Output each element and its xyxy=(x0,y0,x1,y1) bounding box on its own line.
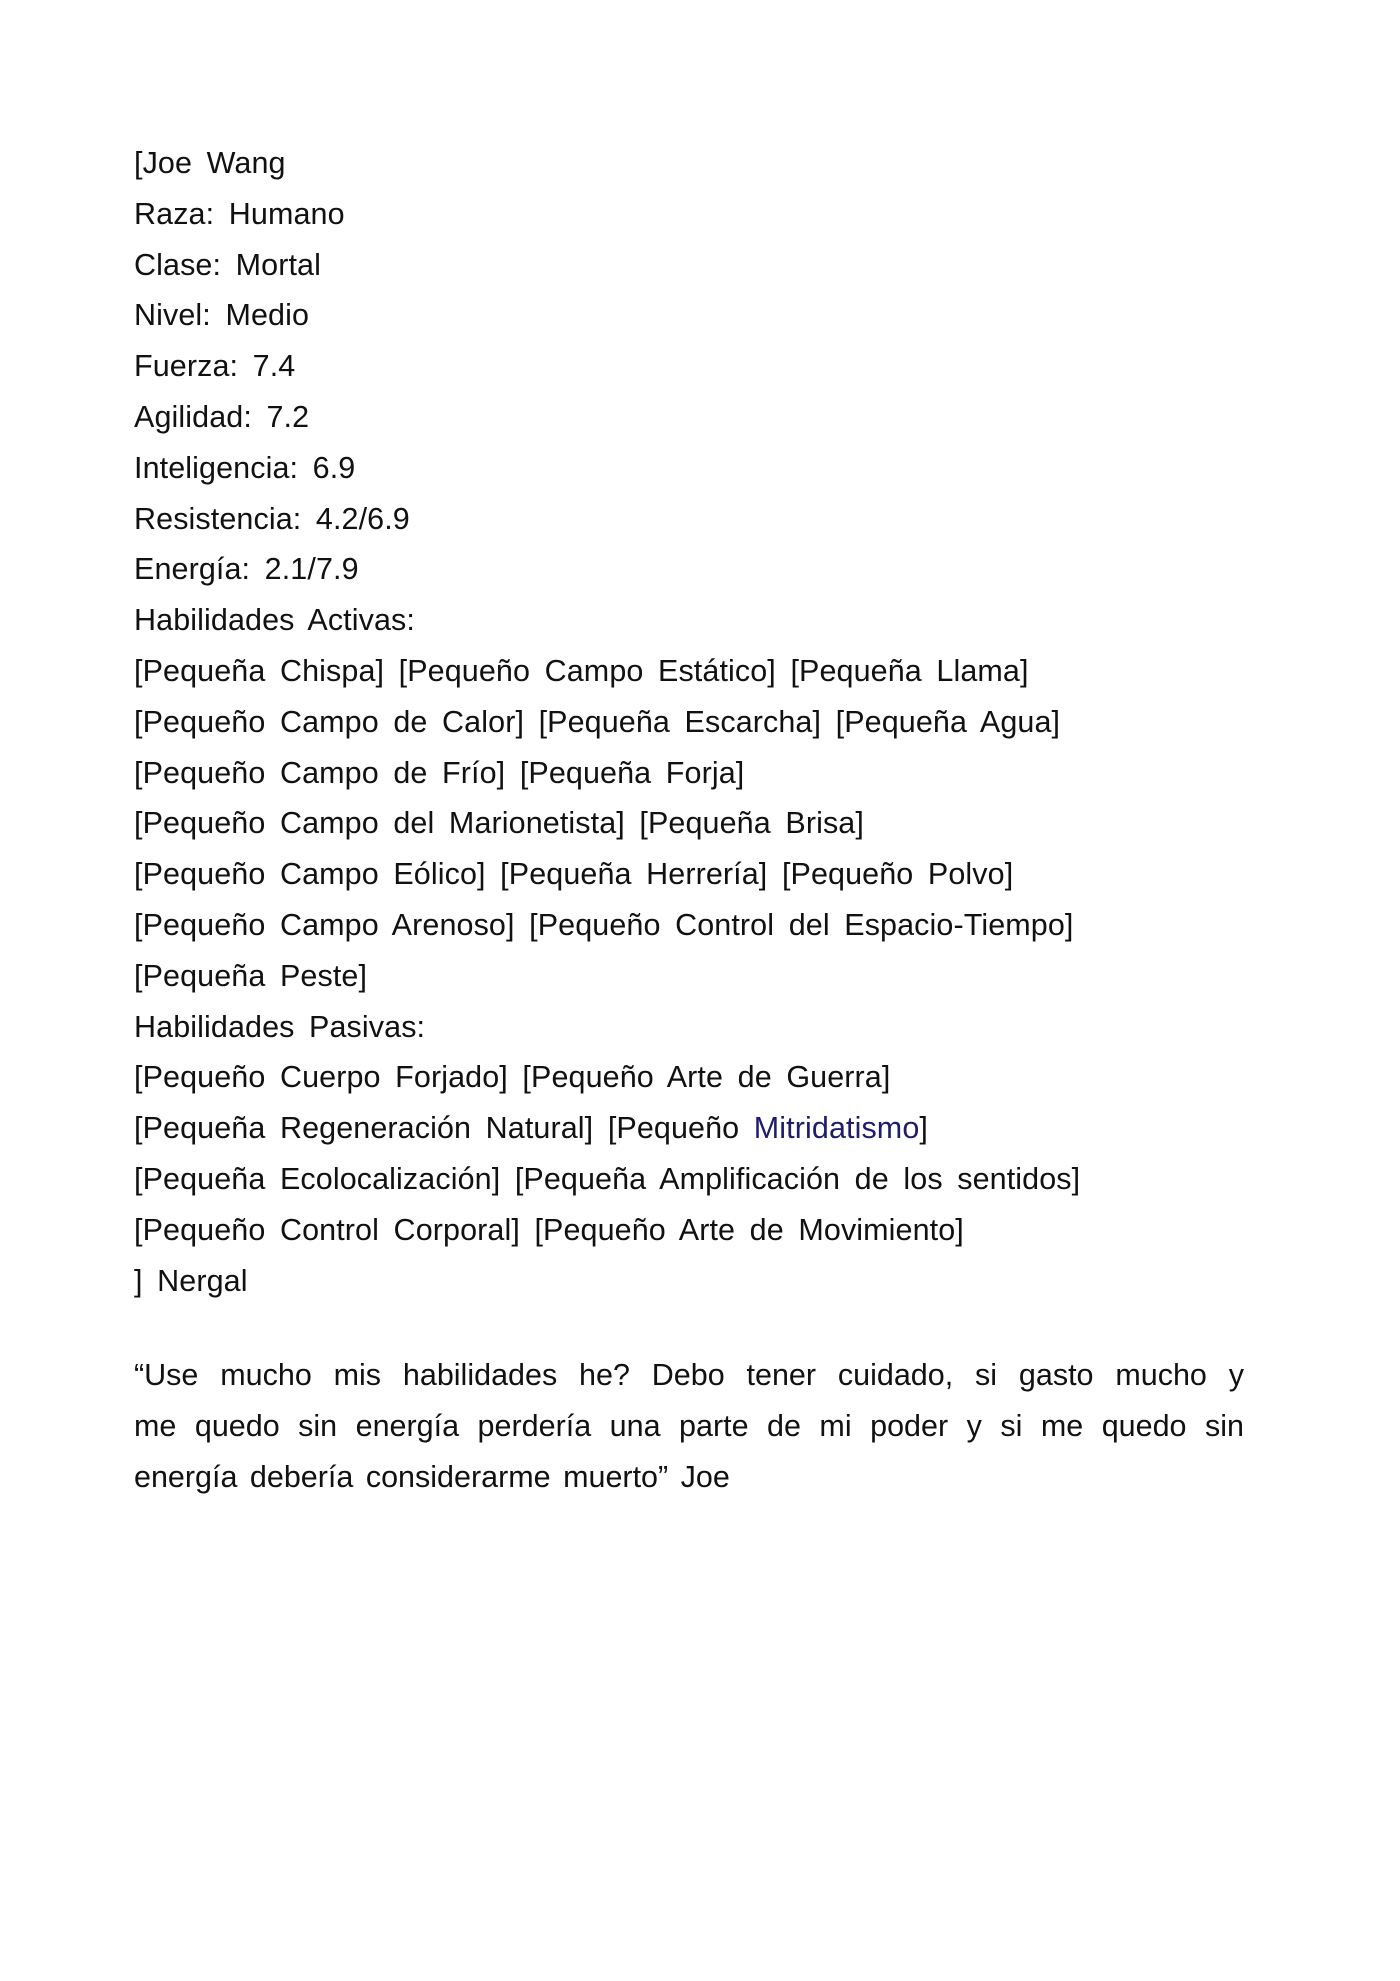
dialogue-line: “Use mucho mis habilidades he? Debo tener cuidado, si gasto mucho y xyxy=(134,1358,1244,1392)
dialogue-paragraph xyxy=(134,1350,1244,1502)
status-intelligence: Inteligencia: 6.9 xyxy=(134,450,356,485)
active-skills-line: [Pequeño Campo de Calor] [Pequeña Escarcha] [Pequeña Agua] xyxy=(134,704,1061,739)
active-skills-line: [Pequeño Campo Eólico] [Pequeña Herrería] [Pequeño Polvo] xyxy=(134,857,1014,892)
passive-skills-text: ] xyxy=(919,1111,928,1146)
active-skills-heading: Habilidades Activas: xyxy=(134,603,415,638)
status-close: ] Nergal xyxy=(134,1263,248,1298)
active-skills-line: [Pequeña Chispa] [Pequeño Campo Estático] [Pequeña Llama] xyxy=(134,653,1029,688)
dialogue-line: me quedo sin energía perdería una parte de mi poder y si me quedo sin xyxy=(134,1408,1244,1443)
passive-skills-line: [Pequeño Cuerpo Forjado] [Pequeño Arte de Guerra] xyxy=(134,1060,891,1095)
passive-skills-line: [Pequeña Ecolocalización] [Pequeña Amplificación de los sentidos] xyxy=(134,1161,1081,1196)
mitridatismo-link[interactable]: Mitridatismo xyxy=(753,1111,920,1146)
status-energy: Energía: 2.1/7.9 xyxy=(134,552,359,587)
passive-skills-text: [Pequeña Regeneración Natural] [Pequeño xyxy=(134,1111,754,1146)
status-strength: Fuerza: 7.4 xyxy=(134,349,296,384)
status-agility: Agilidad: 7.2 xyxy=(134,399,310,434)
active-skills-line: [Pequeño Campo Arenoso] [Pequeño Control del Espacio-Tiempo] xyxy=(134,907,1074,942)
status-race: Raza: Humano xyxy=(134,196,345,231)
passive-skills-line: [Pequeño Control Corporal] [Pequeño Arte de Movimiento] xyxy=(134,1212,964,1247)
status-window xyxy=(134,138,1284,1306)
dialogue-line: energía debería considerarme muerto” Joe xyxy=(134,1459,730,1494)
active-skills-line: [Pequeño Campo del Marionetista] [Pequeña Brisa] xyxy=(134,806,864,841)
status-level: Nivel: Medio xyxy=(134,298,310,333)
status-name: [Joe Wang xyxy=(134,146,286,180)
status-resistance: Resistencia: 4.2/6.9 xyxy=(134,501,410,536)
active-skills-line: [Pequeño Campo de Frío] [Pequeña Forja] xyxy=(134,755,745,790)
active-skills-line: [Pequeña Peste] xyxy=(134,958,368,993)
passive-skills-heading: Habilidades Pasivas: xyxy=(134,1009,426,1044)
status-class: Clase: Mortal xyxy=(134,247,321,282)
passive-skills-line xyxy=(134,1103,1284,1154)
